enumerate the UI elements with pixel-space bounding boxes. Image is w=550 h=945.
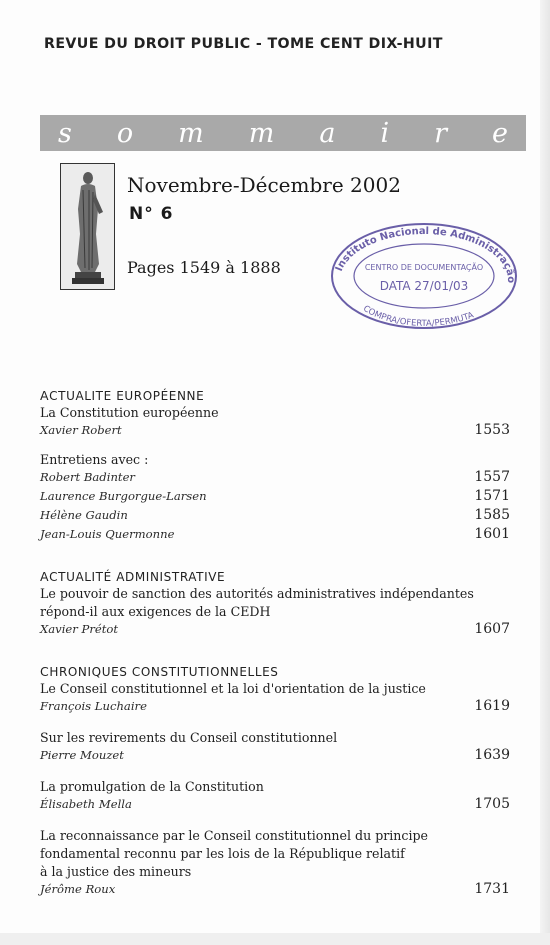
page-bottom-edge — [0, 933, 550, 945]
page-edge-shadow — [540, 0, 550, 945]
entry-author: Robert Badinter — [40, 470, 135, 484]
entry-author: Xavier Prétot — [40, 622, 119, 636]
entry-author: Élisabeth Mella — [40, 797, 132, 811]
sommaire-banner — [40, 115, 526, 151]
section-header — [40, 569, 510, 585]
section-actualite-administrative — [40, 569, 510, 640]
sommaire-letter: i — [380, 117, 390, 149]
sommaire-letter: s — [58, 117, 72, 149]
toc-row[interactable] — [40, 747, 510, 766]
sommaire-letter: o — [116, 117, 134, 149]
stamp-institution: Instituto Nacional de Administração — [333, 225, 517, 284]
entry-title: Le Conseil constitutionnel et la loi d'orientation de la justice — [40, 681, 426, 696]
sommaire-word — [40, 115, 526, 151]
page-number: 1585 — [474, 507, 510, 523]
page-number: 1571 — [474, 488, 510, 504]
entry-title: Entretiens avec : — [40, 452, 149, 467]
entry-title: La Constitution européenne — [40, 405, 219, 420]
entry-author: François Luchaire — [40, 699, 147, 713]
header-text: CTUALITE EUROPÉENNE — [49, 389, 205, 403]
toc-row[interactable] — [40, 422, 510, 441]
entry-author: Pierre Mouzet — [40, 748, 124, 762]
stamp-date: DATA 27/01/03 — [379, 279, 469, 293]
toc-row[interactable] — [40, 526, 510, 545]
entry-title: La promulgation de la Constitution — [40, 779, 264, 794]
entry-author: Hélène Gaudin — [40, 508, 128, 522]
journal-title: REVUE DU DROIT PUBLIC - TOME CENT DIX-HUIT — [44, 36, 443, 52]
header-text: HRONIQUES CONSTITUTIONNELLES — [49, 665, 279, 679]
sommaire-letter: m — [248, 117, 275, 149]
sommaire-letter: m — [178, 117, 204, 149]
entry-title: Sur les revirements du Conseil constitutionnel — [40, 730, 338, 745]
page-number: 1639 — [474, 747, 510, 763]
stamp-centre: CENTRO DE DOCUMENTAÇÃO — [364, 263, 484, 272]
entry-author: Jean-Louis Quermonne — [40, 527, 175, 541]
entry-author: Laurence Burgorgue-Larsen — [40, 489, 207, 503]
header-initial: A — [40, 569, 50, 584]
toc-row[interactable] — [40, 469, 510, 488]
toc-row[interactable] — [40, 621, 510, 640]
entry-title-line: Le pouvoir de sanction des autorités administratives indépendantes — [40, 586, 474, 601]
sommaire-letter: a — [319, 117, 336, 149]
entry-author: Jérôme Roux — [40, 882, 116, 896]
page-number: 1731 — [474, 881, 510, 897]
issue-date: Novembre-Décembre 2002 — [127, 173, 401, 197]
page-number: 1557 — [474, 469, 510, 485]
entry-title-line: à la justice des mineurs — [40, 864, 192, 879]
page-number: 1601 — [474, 526, 510, 542]
library-stamp — [328, 220, 520, 332]
stamp-footer: COMPRA/OFERTA/PERMUTA — [361, 303, 476, 329]
page-number: 1619 — [474, 698, 510, 714]
entry-title-line: répond-il aux exigences de la CEDH — [40, 604, 271, 619]
section-chroniques-constitutionnelles — [40, 664, 510, 900]
section-header — [40, 388, 510, 404]
issue-page-range: Pages 1549 à 1888 — [127, 258, 281, 277]
section-actualite-europeenne — [40, 388, 510, 545]
toc-row[interactable] — [40, 698, 510, 717]
sommaire-letter: e — [492, 117, 508, 149]
entry-title-line: fondamental reconnu par les lois de la République relatif — [40, 846, 405, 861]
page-number: 1705 — [474, 796, 510, 812]
toc-row[interactable] — [40, 881, 510, 900]
sommaire-letter: r — [434, 117, 448, 149]
page-number: 1607 — [474, 621, 510, 637]
section-header — [40, 664, 510, 680]
entry-title-line: La reconnaissance par le Conseil constitutionnel du principe — [40, 828, 429, 843]
entry-author: Xavier Robert — [40, 423, 122, 437]
header-initial: C — [40, 664, 50, 679]
toc-row[interactable] — [40, 507, 510, 526]
toc-row[interactable] — [40, 488, 510, 507]
page-number: 1553 — [474, 422, 510, 438]
header-initial: A — [40, 388, 50, 403]
statue-illustration — [60, 163, 115, 290]
header-text: CTUALITÉ ADMINISTRATIVE — [49, 570, 226, 584]
toc-row[interactable] — [40, 796, 510, 815]
issue-number: N° 6 — [129, 204, 174, 224]
